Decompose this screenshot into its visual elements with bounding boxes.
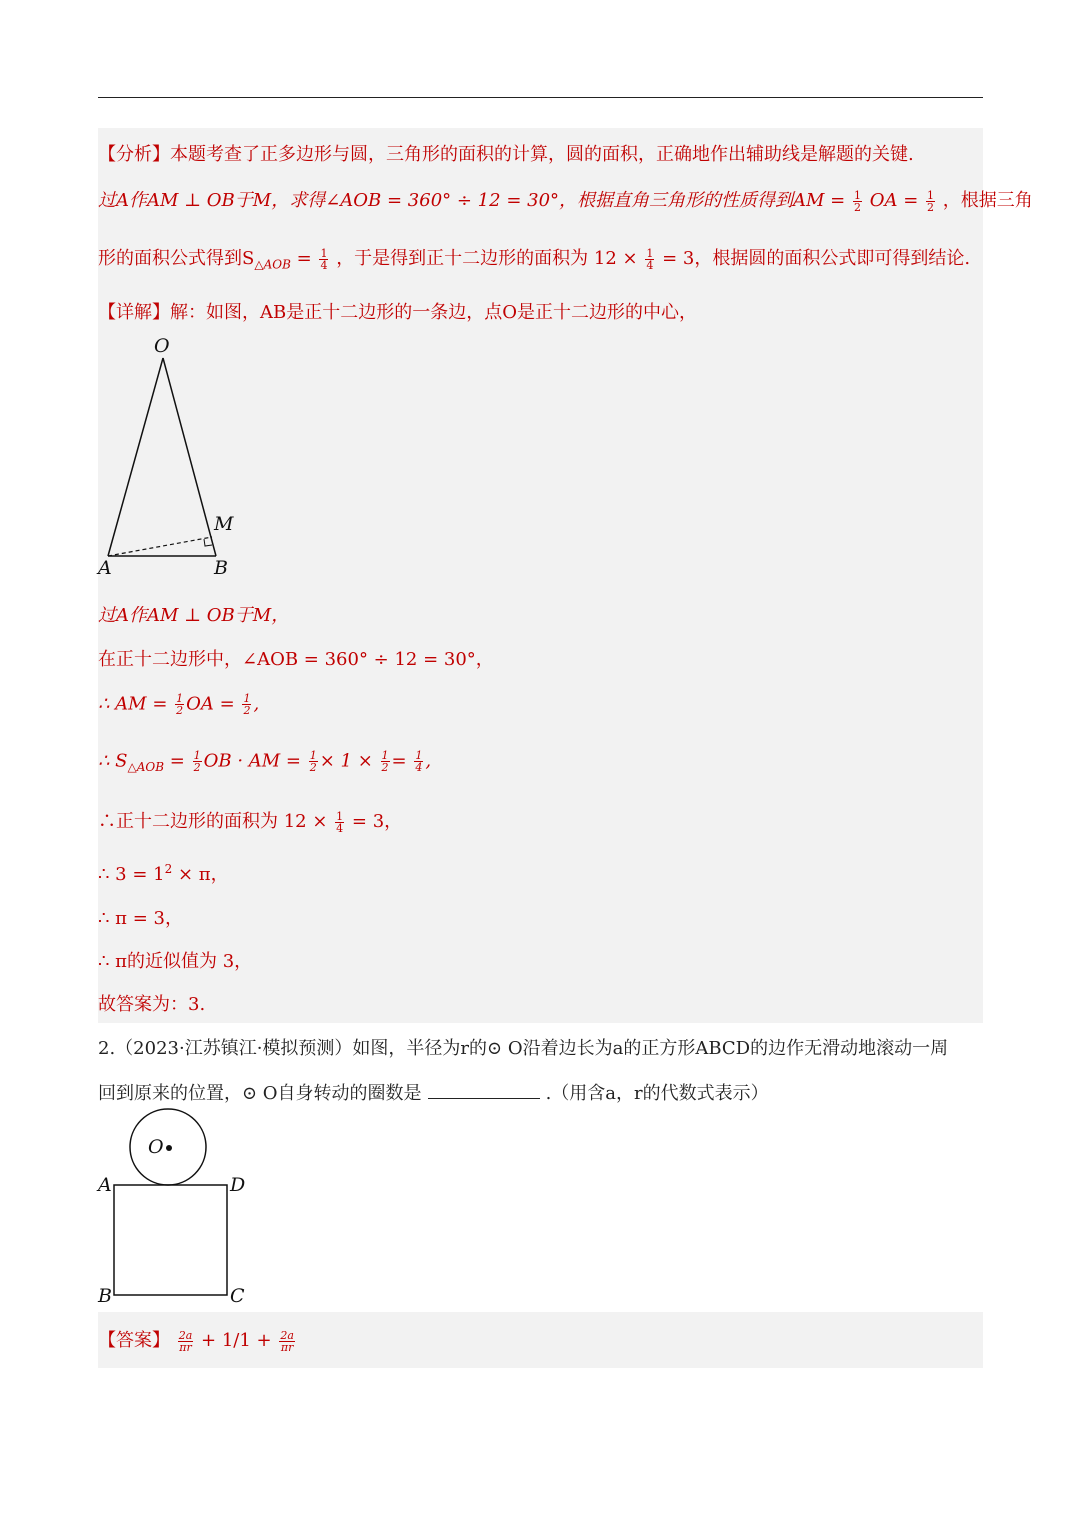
label-o: O	[154, 335, 170, 357]
subscript: △AOB	[254, 257, 291, 272]
fraction-half: $\frac{1}{2}$	[309, 749, 317, 774]
fraction-half: $\frac{1}{2}$	[381, 749, 389, 774]
triangle-figure	[92, 330, 252, 580]
side-oa	[108, 358, 163, 556]
step-9: 故答案为：3.	[98, 994, 206, 1015]
header-rule	[98, 97, 983, 98]
step-8: ∴ π的近似值为 3，	[98, 951, 253, 972]
circle-square-figure	[92, 1105, 262, 1310]
question-2-line-2: 回到原来的位置，⊙ O自身转动的圈数是 .（用含a，r的代数式表示）	[98, 1083, 769, 1104]
answer-blank	[428, 1082, 540, 1099]
label-a: A	[98, 557, 112, 579]
fraction-half: $\frac{1}{2}$	[193, 749, 201, 774]
label-o: O	[148, 1136, 164, 1158]
detail-intro: 【详解】解：如图，AB是正十二边形的一条边，点O是正十二边形的中心，	[98, 302, 697, 323]
step-1: 过A作AM ⊥ OB于M，	[98, 605, 290, 626]
analysis-line-1: 【分析】本题考查了正多边形与圆，三角形的面积的计算，圆的面积，正确地作出辅助线是解题的关键.	[98, 144, 914, 165]
analysis-line-3	[98, 244, 970, 272]
answer-label: 【答案】	[98, 1330, 170, 1351]
question-2-line-1: 2.（2023·江苏镇江·模拟预测）如图，半径为r的⊙ O沿着边长为a的正方形ABCD的边作无滑动地滚动一周	[98, 1038, 949, 1059]
fraction-quarter: $\frac{1}{4}$	[320, 246, 328, 272]
label-a: A	[98, 1174, 112, 1196]
fraction-2a-over-pi-r: $\frac{2a}{\pi r}$	[280, 1328, 294, 1354]
fraction-half: $\frac{1}{2}$	[854, 188, 861, 214]
altitude-am	[108, 537, 212, 556]
right-angle-mark	[204, 539, 212, 546]
label-c: C	[230, 1285, 245, 1307]
analysis-text: 形的面积公式得到S	[98, 248, 255, 269]
fraction-quarter: $\frac{1}{4}$	[336, 809, 344, 835]
step-3: ∴ AM = $\frac{1}{2}$ OA = $\frac{1}{2}$ ,	[98, 692, 260, 717]
answer-line	[98, 1326, 297, 1353]
step-7: ∴ π = 3，	[98, 908, 183, 929]
fraction-half: $\frac{1}{2}$	[243, 692, 251, 717]
analysis-text: 过A作AM ⊥ OB于M，求得∠AOB = 360° ÷ 12 = 30°，根据直角三角形的性质得到AM =	[98, 190, 846, 211]
fraction-half: $\frac{1}{2}$	[176, 692, 184, 717]
analysis-text: OA =	[869, 190, 919, 211]
step-4: ∴ $S_{\triangle AOB}$ = $\frac{1}{2}$ OB · AM = $\frac{1}{2}$ × 1 × $\frac{1}{2}$ = $\frac{1}{4}$ ,	[98, 749, 432, 775]
fraction-2a-over-pi-r: $\frac{2a}{\pi r}$	[178, 1328, 193, 1354]
step-6: ∴ $3 = 1^2 \times \pi$，	[98, 862, 229, 885]
label-m: M	[214, 513, 234, 535]
label-b: B	[98, 1285, 112, 1307]
analysis-text: ，于是得到正十二边形的面积为 12 ×	[336, 248, 638, 269]
step-2: 在正十二边形中，∠AOB = 360° ÷ 12 = 30°，	[98, 649, 494, 670]
label-d: D	[230, 1174, 246, 1196]
fraction-quarter: $\frac{1}{4}$	[415, 749, 423, 774]
side-ob	[163, 358, 216, 556]
step-5: ∴正十二边形的面积为 12 × $\frac{1}{4}$ = 3，	[98, 809, 403, 835]
center-dot	[166, 1145, 172, 1151]
fraction-quarter: $\frac{1}{4}$	[646, 246, 654, 272]
fraction-half: $\frac{1}{2}$	[927, 188, 935, 214]
square-abcd	[114, 1185, 227, 1295]
analysis-line-2	[98, 186, 1033, 213]
answer-text: + 1/1 +	[201, 1330, 272, 1351]
label-b: B	[214, 557, 228, 579]
analysis-text: =	[290, 248, 312, 269]
analysis-text: ，根据三角	[942, 190, 1033, 211]
analysis-text: = 3，根据圆的面积公式即可得到结论.	[662, 248, 971, 269]
